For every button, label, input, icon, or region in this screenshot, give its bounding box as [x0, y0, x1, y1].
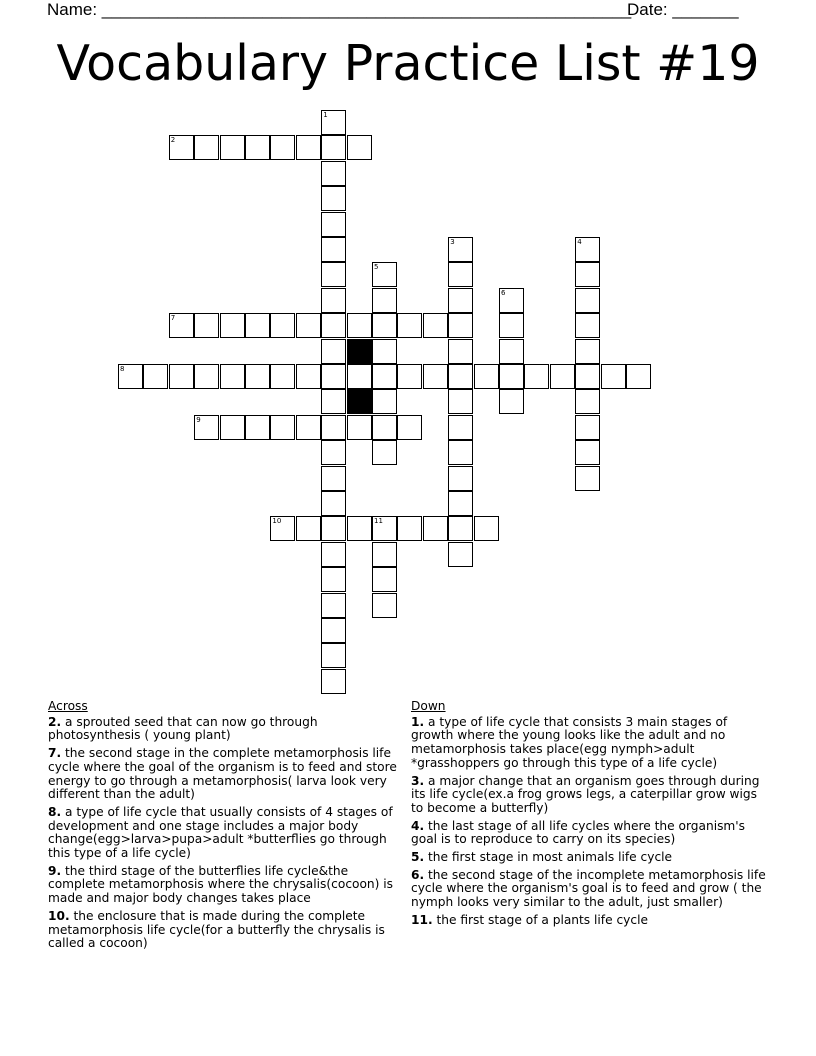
clue-item: [411, 869, 771, 910]
grid-cell[interactable]: [321, 643, 346, 668]
grid-cell[interactable]: [321, 618, 346, 643]
grid-cell[interactable]: [499, 288, 524, 313]
grid-cell[interactable]: [448, 542, 473, 567]
clue-number: 11: [374, 517, 383, 526]
grid-cell[interactable]: [321, 288, 346, 313]
grid-cell[interactable]: [575, 466, 600, 491]
grid-cell[interactable]: [575, 389, 600, 414]
grid-cell[interactable]: [347, 364, 372, 389]
grid-cell[interactable]: [499, 339, 524, 364]
grid-cell[interactable]: [397, 364, 422, 389]
grid-cell[interactable]: [245, 313, 270, 338]
grid-cell[interactable]: [448, 466, 473, 491]
clue-number: 10: [272, 517, 282, 526]
grid-cell[interactable]: [372, 516, 397, 541]
grid-cell[interactable]: [448, 415, 473, 440]
grid-cell[interactable]: [296, 313, 321, 338]
grid-cell[interactable]: [169, 313, 194, 338]
clue-item-text: a sprouted seed that can now go through photosynthesis ( young plant): [48, 714, 318, 743]
grid-cell[interactable]: [143, 364, 168, 389]
grid-cell[interactable]: [270, 415, 295, 440]
grid-cell[interactable]: [245, 364, 270, 389]
grid-cell[interactable]: [601, 364, 626, 389]
grid-cell[interactable]: [321, 669, 346, 694]
black-square: [347, 389, 372, 414]
name-field[interactable]: Name: ________________________________________________________: [47, 0, 632, 19]
clue-item-number: 6.: [411, 867, 425, 882]
grid-cell[interactable]: [499, 313, 524, 338]
grid-cell[interactable]: [321, 186, 346, 211]
clue-item-text: the second stage in the complete metamorphosis life cycle where the goal of the organism is to feed and store energy to go through a metamorphosis( larva look very different than the adult): [48, 746, 397, 802]
grid-cell[interactable]: [296, 364, 321, 389]
grid-cell[interactable]: [448, 288, 473, 313]
clue-number: 3: [450, 238, 455, 246]
grid-cell[interactable]: [499, 389, 524, 414]
grid-cell[interactable]: [448, 339, 473, 364]
across-clues: [48, 700, 408, 955]
clue-item: [48, 716, 408, 743]
grid-cell[interactable]: [626, 364, 651, 389]
grid-cell[interactable]: [321, 415, 346, 440]
clue-number: 4: [577, 238, 582, 246]
clue-item: [411, 851, 771, 865]
clue-number: 6: [501, 288, 506, 297]
grid-cell[interactable]: [372, 440, 397, 465]
grid-cell[interactable]: [575, 237, 600, 262]
grid-cell[interactable]: [220, 313, 245, 338]
grid-cell[interactable]: [296, 415, 321, 440]
grid-cell[interactable]: [321, 389, 346, 414]
grid-cell[interactable]: [372, 593, 397, 618]
clue-item-text: the enclosure that is made during the complete metamorphosis life cycle(for a butterfly the chrysalis is called a cocoon): [48, 908, 385, 951]
clue-number: 5: [374, 263, 379, 272]
across-heading: Across: [48, 699, 88, 713]
grid-cell[interactable]: [347, 516, 372, 541]
grid-cell[interactable]: [575, 440, 600, 465]
clue-item-number: 7.: [48, 746, 62, 761]
clue-item: [48, 806, 408, 861]
grid-cell[interactable]: [423, 364, 448, 389]
clue-item-number: 2.: [48, 714, 62, 729]
black-square: [347, 339, 372, 364]
clue-item: [48, 747, 408, 802]
grid-cell[interactable]: [448, 516, 473, 541]
clue-item-text: the first stage of a plants life cycle: [432, 912, 648, 927]
clue-item-text: a type of life cycle that usually consists of 4 stages of development and one stage includes a major body change(egg>larva>pupa>adult *butterflies go through this type of a life cycle): [48, 804, 393, 861]
grid-cell[interactable]: [321, 237, 346, 262]
grid-cell[interactable]: [220, 135, 245, 160]
grid-cell[interactable]: [423, 313, 448, 338]
grid-cell[interactable]: [372, 262, 397, 287]
clue-item-number: 10.: [48, 908, 70, 923]
grid-cell[interactable]: [448, 364, 473, 389]
grid-cell[interactable]: [575, 313, 600, 338]
grid-cell[interactable]: [321, 440, 346, 465]
grid-cell[interactable]: [245, 135, 270, 160]
grid-cell[interactable]: [169, 364, 194, 389]
grid-cell[interactable]: [397, 313, 422, 338]
grid-cell[interactable]: [575, 288, 600, 313]
clue-item-text: the last stage of all life cycles where the organism's goal is to reproduce to carry on its species): [411, 818, 745, 847]
clue-item: [411, 716, 771, 771]
grid-cell[interactable]: [575, 415, 600, 440]
grid-cell[interactable]: [321, 516, 346, 541]
grid-cell[interactable]: [347, 313, 372, 338]
grid-cell[interactable]: [372, 567, 397, 592]
grid-cell[interactable]: [575, 339, 600, 364]
grid-cell[interactable]: [550, 364, 575, 389]
clue-number: 9: [196, 415, 201, 424]
clue-item-text: the third stage of the butterflies life cycle&the complete metamorphosis where the chrysalis(cocoon) is made and major body changes takes place: [48, 863, 394, 906]
grid-cell[interactable]: [321, 262, 346, 287]
grid-cell[interactable]: [575, 364, 600, 389]
clue-item-text: a type of life cycle that consists 3 main stages of growth where the young looks like the adult and no metamorphosis takes place(egg nymph>adult *grasshoppers go through this type of a life cycle): [411, 714, 728, 770]
grid-cell[interactable]: [372, 339, 397, 364]
grid-cell[interactable]: [321, 110, 346, 135]
grid-cell[interactable]: [397, 415, 422, 440]
grid-cell[interactable]: [372, 542, 397, 567]
grid-cell[interactable]: [321, 593, 346, 618]
grid-cell[interactable]: [448, 389, 473, 414]
grid-cell[interactable]: [321, 491, 346, 516]
clue-item: [48, 865, 408, 906]
down-heading: Down: [411, 699, 446, 713]
clue-item: [411, 914, 771, 928]
grid-cell[interactable]: [169, 135, 194, 160]
clue-item: [411, 775, 771, 816]
clue-number: 1: [323, 111, 328, 119]
grid-cell[interactable]: [270, 135, 295, 160]
grid-cell[interactable]: [321, 364, 346, 389]
grid-cell[interactable]: [321, 313, 346, 338]
grid-cell[interactable]: [347, 415, 372, 440]
grid-cell[interactable]: [372, 389, 397, 414]
grid-cell[interactable]: [524, 364, 549, 389]
grid-cell[interactable]: [448, 313, 473, 338]
clue-number: 8: [120, 365, 125, 373]
clue-item-text: the first stage in most animals life cycle: [424, 850, 673, 865]
grid-cell[interactable]: [321, 339, 346, 364]
grid-cell[interactable]: [194, 135, 219, 160]
grid-cell[interactable]: [499, 364, 524, 389]
clue-number: 7: [170, 314, 176, 323]
grid-cell[interactable]: [372, 288, 397, 313]
grid-cell[interactable]: [372, 415, 397, 440]
clue-item-number: 11.: [411, 912, 433, 927]
clue-item-number: 3.: [411, 773, 425, 788]
clue-item-number: 5.: [411, 850, 425, 865]
grid-cell[interactable]: [321, 161, 346, 186]
grid-cell[interactable]: [474, 364, 499, 389]
clue-item: [48, 910, 408, 951]
clue-item: [411, 820, 771, 847]
grid-cell[interactable]: [321, 135, 346, 160]
grid-cell[interactable]: [321, 542, 346, 567]
clue-item-number: 9.: [48, 863, 62, 878]
clue-number: 2: [170, 136, 176, 145]
grid-cell[interactable]: [270, 516, 295, 541]
grid-cell[interactable]: [448, 262, 473, 287]
grid-cell[interactable]: [321, 212, 346, 237]
grid-cell[interactable]: [296, 516, 321, 541]
grid-cell[interactable]: [296, 135, 321, 160]
grid-cell[interactable]: [474, 516, 499, 541]
clue-item-text: a major change that an organism goes through during its life cycle(ex.a frog grows legs, a caterpillar grow wigs to become a butterfly): [411, 773, 760, 815]
clue-item-text: the second stage of the incomplete metamorphosis life cycle where the organism's goal is to feed and grow ( the nymph looks very similar to the adult, just smaller): [411, 867, 766, 910]
grid-cell[interactable]: [194, 364, 219, 389]
grid-cell[interactable]: [575, 262, 600, 287]
grid-cell[interactable]: [372, 313, 397, 338]
clue-item-number: 8.: [48, 804, 62, 819]
clue-item-number: 1.: [411, 714, 425, 729]
grid-cell[interactable]: [347, 135, 372, 160]
clue-item-number: 4.: [411, 818, 425, 833]
grid-cell[interactable]: [270, 364, 295, 389]
grid-cell[interactable]: [245, 415, 270, 440]
grid-cell[interactable]: [423, 516, 448, 541]
grid-cell[interactable]: [321, 466, 346, 491]
grid-cell[interactable]: [448, 491, 473, 516]
grid-cell[interactable]: [448, 237, 473, 262]
grid-cell[interactable]: [220, 364, 245, 389]
grid-cell[interactable]: [194, 313, 219, 338]
grid-cell[interactable]: [448, 440, 473, 465]
date-field[interactable]: Date: _______: [627, 0, 739, 19]
page-title: Vocabulary Practice List #19: [56, 35, 760, 92]
grid-cell[interactable]: [220, 415, 245, 440]
grid-cell[interactable]: [194, 415, 219, 440]
down-clues: [411, 700, 771, 932]
grid-cell[interactable]: [372, 364, 397, 389]
grid-cell[interactable]: [397, 516, 422, 541]
grid-cell[interactable]: [270, 313, 295, 338]
grid-cell[interactable]: [321, 567, 346, 592]
grid-cell[interactable]: [118, 364, 143, 389]
